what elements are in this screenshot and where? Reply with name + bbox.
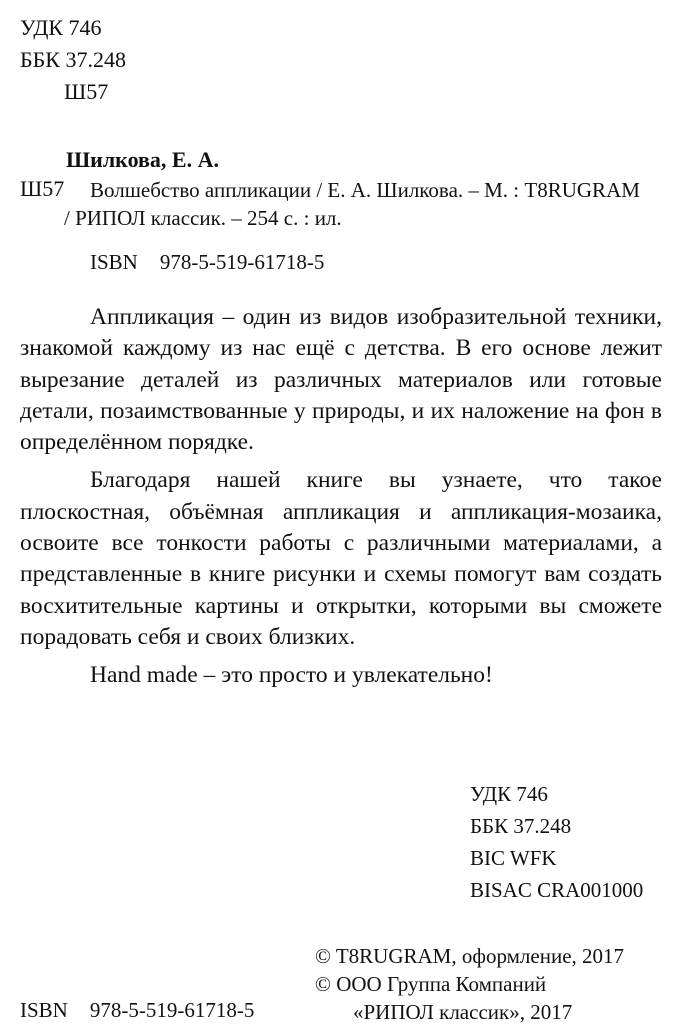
- bbk-code: ББК 37.248: [470, 814, 572, 838]
- copyright-line-2: © ООО Группа Компаний: [315, 972, 547, 996]
- catalog-line-1: Волшебство аппликации / Е. А. Шилкова. – М. : T8RUGRAM: [90, 178, 640, 202]
- isbn-label: ISBN: [90, 250, 138, 274]
- catalog-description: [64, 176, 662, 232]
- catalog-author: Шилкова, Е. А.: [66, 147, 219, 172]
- isbn-number: 978-5-519-61718-5: [89, 998, 255, 1022]
- copyright-notice: [315, 942, 624, 1026]
- classification-codes-top: [20, 12, 126, 108]
- author-mark: Ш57: [64, 79, 109, 104]
- copyright-line-1: © T8RUGRAM, оформление, 2017: [315, 944, 625, 968]
- annotation-paragraph-2: Благодаря нашей книге вы узнаете, что такое плоскостная, объёмная аппликация и аппликация-мозаика, освоите все тонкости работы с различными материалами, а представленные в книге рисунки и схемы помогут вам создать восхитительные картины и открытки, которыми вы сможете порадовать себя и своих близких.: [20, 467, 662, 650]
- annotation: [20, 302, 662, 692]
- annotation-paragraph-3: Hand made – это просто и увлекательно!: [90, 662, 493, 689]
- bisac-code: BISAC CRA001000: [470, 878, 644, 902]
- copyright-line-3: «РИПОЛ классик», 2017: [353, 1000, 573, 1024]
- catalog-line-2: / РИПОЛ классик. – 254 с. : ил.: [64, 206, 342, 230]
- isbn-number: 978-5-519-61718-5: [159, 250, 325, 274]
- bbk-code: ББК 37.248: [20, 47, 126, 72]
- classification-codes-bottom: [470, 778, 643, 906]
- udk-code: УДК 746: [20, 15, 102, 40]
- udk-code: УДК 746: [470, 782, 548, 806]
- isbn-top: [90, 250, 346, 275]
- bic-code: BIC WFK: [470, 846, 557, 870]
- annotation-paragraph-1: Аппликация – один из видов изобразительной техники, знакомой каждому из нас ещё с детства. В его основе лежит вырезание деталей из различных материалов или готовые детали, позаимствованные у природы, и их наложение на фон в определённом порядке.: [20, 304, 662, 456]
- catalog-author-mark: Ш57: [20, 176, 65, 201]
- isbn-label: ISBN: [20, 998, 68, 1022]
- isbn-bottom: [20, 998, 276, 1023]
